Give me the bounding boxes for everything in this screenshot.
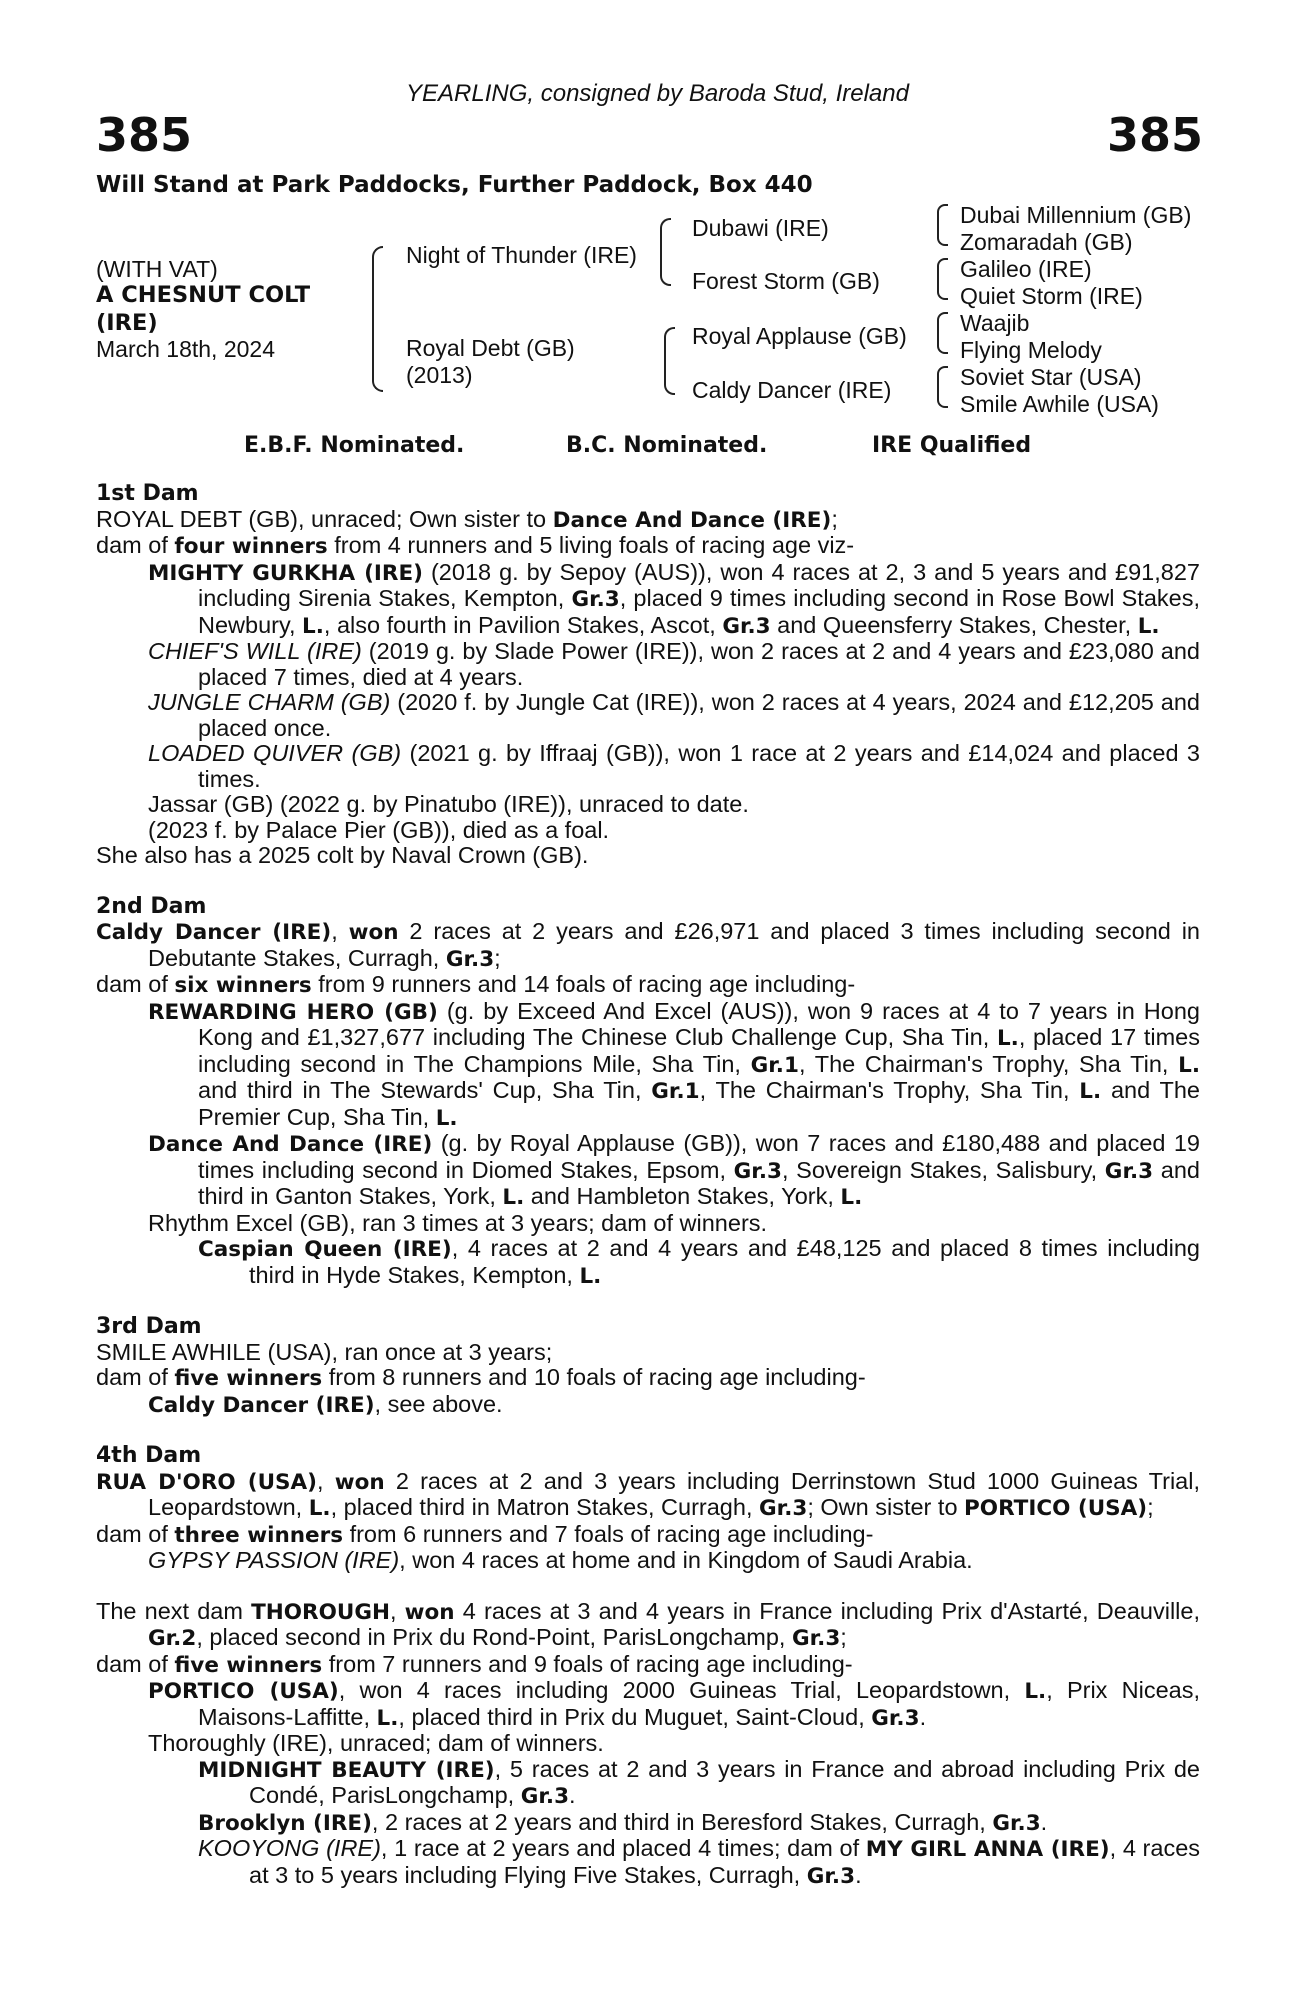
dam-produce-line: dam of three winners from 6 runners and 7 foals of racing age including- <box>96 1520 874 1548</box>
produce-entry: Caspian Queen (IRE), 4 races at 2 and 4 years and £48,125 and placed 8 times including third in Hyde Stakes, Kempton, L. <box>198 1235 1200 1289</box>
produce-entry: PORTICO (USA), won 4 races including 2000 Guineas Trial, Leopardstown, L., Prix Niceas, Maisons-Laffitte, L., placed third in Prix du Muguet, Saint-Cloud, Gr.3. <box>148 1677 1200 1731</box>
section-heading: 2nd Dam <box>96 893 207 919</box>
pedigree-brace <box>937 258 948 300</box>
dss: Waajib <box>960 310 1030 336</box>
dam-produce-line: dam of five winners from 7 runners and 9 foals of racing age including- <box>96 1650 853 1678</box>
produce-note: She also has a 2025 colt by Naval Crown (GB). <box>96 842 589 868</box>
pedigree-brace <box>660 218 671 286</box>
dam-line: SMILE AWHILE (USA), ran once at 3 years; <box>96 1338 553 1365</box>
stand-location: Will Stand at Park Paddocks, Further Paddock, Box 440 <box>96 172 813 198</box>
produce-entry: MIGHTY GURKHA (IRE) (2018 g. by Sepoy (AUS)), won 4 races at 2, 3 and 5 years and £91,827 including Sirenia Stakes, Kempton, Gr.3, placed 9 times including second in Rose Bowl Stakes, Newbury, L., also fourth in Pavilion Stakes, Ascot, Gr.3 and Queensferry Stakes, Chester, L. <box>148 558 1200 639</box>
produce-entry: KOOYONG (IRE), 1 race at 2 years and placed 4 times; dam of MY GIRL ANNA (IRE), 4 races at 3 to 5 years including Flying Five Stakes, Curragh, Gr.3. <box>198 1835 1201 1889</box>
sss: Dubai Millennium (GB) <box>960 202 1192 228</box>
ebf-nomination: E.B.F. Nominated. <box>244 433 465 458</box>
sdd: Quiet Storm (IRE) <box>960 283 1143 309</box>
pedigree-brace <box>937 204 948 246</box>
foaling-date: March 18th, 2024 <box>96 336 276 362</box>
dam-produce-line: dam of six winners from 9 runners and 14 foals of racing age including- <box>96 971 856 998</box>
dam-dam: Caldy Dancer (IRE) <box>692 377 892 403</box>
dam-year: (2013) <box>406 362 473 388</box>
produce-entry: Jassar (GB) (2022 g. by Pinatubo (IRE)), unraced to date. <box>148 791 749 817</box>
sire-sire: Dubawi (IRE) <box>692 215 829 241</box>
produce-entry: Rhythm Excel (GB), ran 3 times at 3 years; dam of winners. <box>148 1209 768 1236</box>
produce-entry: Thoroughly (IRE), unraced; dam of winners. <box>148 1730 604 1756</box>
catalogue-body <box>96 481 1200 1889</box>
dam-line: ROYAL DEBT (GB), unraced; Own sister to Dance And Dance (IRE); <box>96 505 838 533</box>
produce-entry: Brooklyn (IRE), 2 races at 2 years and third in Beresford Stakes, Curragh, Gr.3. <box>198 1808 1048 1836</box>
section-heading: 3rd Dam <box>96 1314 202 1339</box>
dsd: Flying Melody <box>960 337 1102 363</box>
produce-entry: CHIEF'S WILL (IRE) (2019 g. by Slade Power (IRE)), won 2 races at 2 and 4 years and £23,080 and placed 7 times, died at 4 years. <box>148 638 1200 690</box>
produce-entry: LOADED QUIVER (GB) (2021 g. by Iffraaj (GB)), won 1 race at 2 years and £14,024 and placed 3 times. <box>148 740 1200 792</box>
produce-entry: GYPSY PASSION (IRE), won 4 races at home and in Kingdom of Saudi Arabia. <box>148 1547 973 1573</box>
lot-number-right: 385 <box>1106 108 1203 162</box>
lot-number-left: 385 <box>96 108 193 162</box>
horse-origin: (IRE) <box>96 310 158 336</box>
consignor-line: YEARLING, consigned by Baroda Stud, Ireland <box>406 80 909 107</box>
pedigree-brace <box>372 246 383 392</box>
produce-entry: Caldy Dancer (IRE), see above. <box>148 1390 503 1418</box>
bc-nomination: B.C. Nominated. <box>566 433 768 458</box>
sire: Night of Thunder (IRE) <box>406 242 637 268</box>
produce-entry: REWARDING HERO (GB) (g. by Exceed And Excel (AUS)), won 9 races at 4 to 7 years in Hong Kong and £1,327,677 including The Chinese Club Challenge Cup, Sha Tin, L., placed 17 times including second in The Champions Mile, Sha Tin, Gr.1, The Chairman's Trophy, Sha Tin, L. and third in The Stewards' Cup, Sha Tin, Gr.1, The Chairman's Trophy, Sha Tin, L. and The Premier Cup, Sha Tin, L. <box>148 997 1201 1131</box>
dds: Soviet Star (USA) <box>960 364 1142 390</box>
dam-line: RUA D'ORO (USA), won 2 races at 2 and 3 years including Derrinstown Stud 1000 Guineas Trial, Leopardstown, L., placed third in Matron Stakes, Curragh, Gr.3; Own sister to PORTICO (USA); <box>96 1467 1200 1521</box>
vat-label: (WITH VAT) <box>96 256 218 282</box>
dam-sire: Royal Applause (GB) <box>692 323 907 349</box>
ssd: Zomaradah (GB) <box>960 229 1133 255</box>
sire-dam: Forest Storm (GB) <box>692 268 880 294</box>
section-heading: 1st Dam <box>96 481 199 506</box>
dam-produce-line: dam of four winners from 4 runners and 5 living foals of racing age viz- <box>96 532 855 559</box>
pedigree-brace <box>937 312 948 354</box>
pedigree-brace <box>937 366 948 408</box>
horse-name: A CHESNUT COLT <box>96 282 311 308</box>
dam-line: The next dam THOROUGH, won 4 races at 3 and 4 years in France including Prix d'Astarté, Deauville, Gr.2, placed second in Prix du Rond-Point, ParisLongchamp, Gr.3; <box>96 1597 1200 1651</box>
produce-entry: (2023 f. by Palace Pier (GB)), died as a foal. <box>148 816 610 843</box>
section-heading: 4th Dam <box>96 1443 202 1468</box>
ddd: Smile Awhile (USA) <box>960 391 1159 417</box>
dam-produce-line: dam of five winners from 8 runners and 10 foals of racing age including- <box>96 1364 866 1391</box>
produce-entry: MIDNIGHT BEAUTY (IRE), 5 races at 2 and 3 years in France and abroad including Prix de Condé, ParisLongchamp, Gr.3. <box>198 1755 1200 1809</box>
produce-entry: Dance And Dance (IRE) (g. by Royal Applause (GB)), won 7 races and £180,488 and placed 19 times including second in Diomed Stakes, Epsom, Gr.3, Sovereign Stakes, Salisbury, Gr.3 and third in Ganton Stakes, York, L. and Hambleton Stakes, York, L. <box>148 1130 1200 1210</box>
pedigree-brace <box>664 327 675 395</box>
ire-qualified: IRE Qualified <box>872 433 1032 458</box>
sds: Galileo (IRE) <box>960 256 1092 282</box>
produce-entry: JUNGLE CHARM (GB) (2020 f. by Jungle Cat (IRE)), won 2 races at 4 years, 2024 and £12,205 and placed once. <box>148 689 1200 741</box>
dam-line: Caldy Dancer (IRE), won 2 races at 2 years and £26,971 and placed 3 times including second in Debutante Stakes, Curragh, Gr.3; <box>96 918 1201 972</box>
dam: Royal Debt (GB) <box>406 335 575 361</box>
